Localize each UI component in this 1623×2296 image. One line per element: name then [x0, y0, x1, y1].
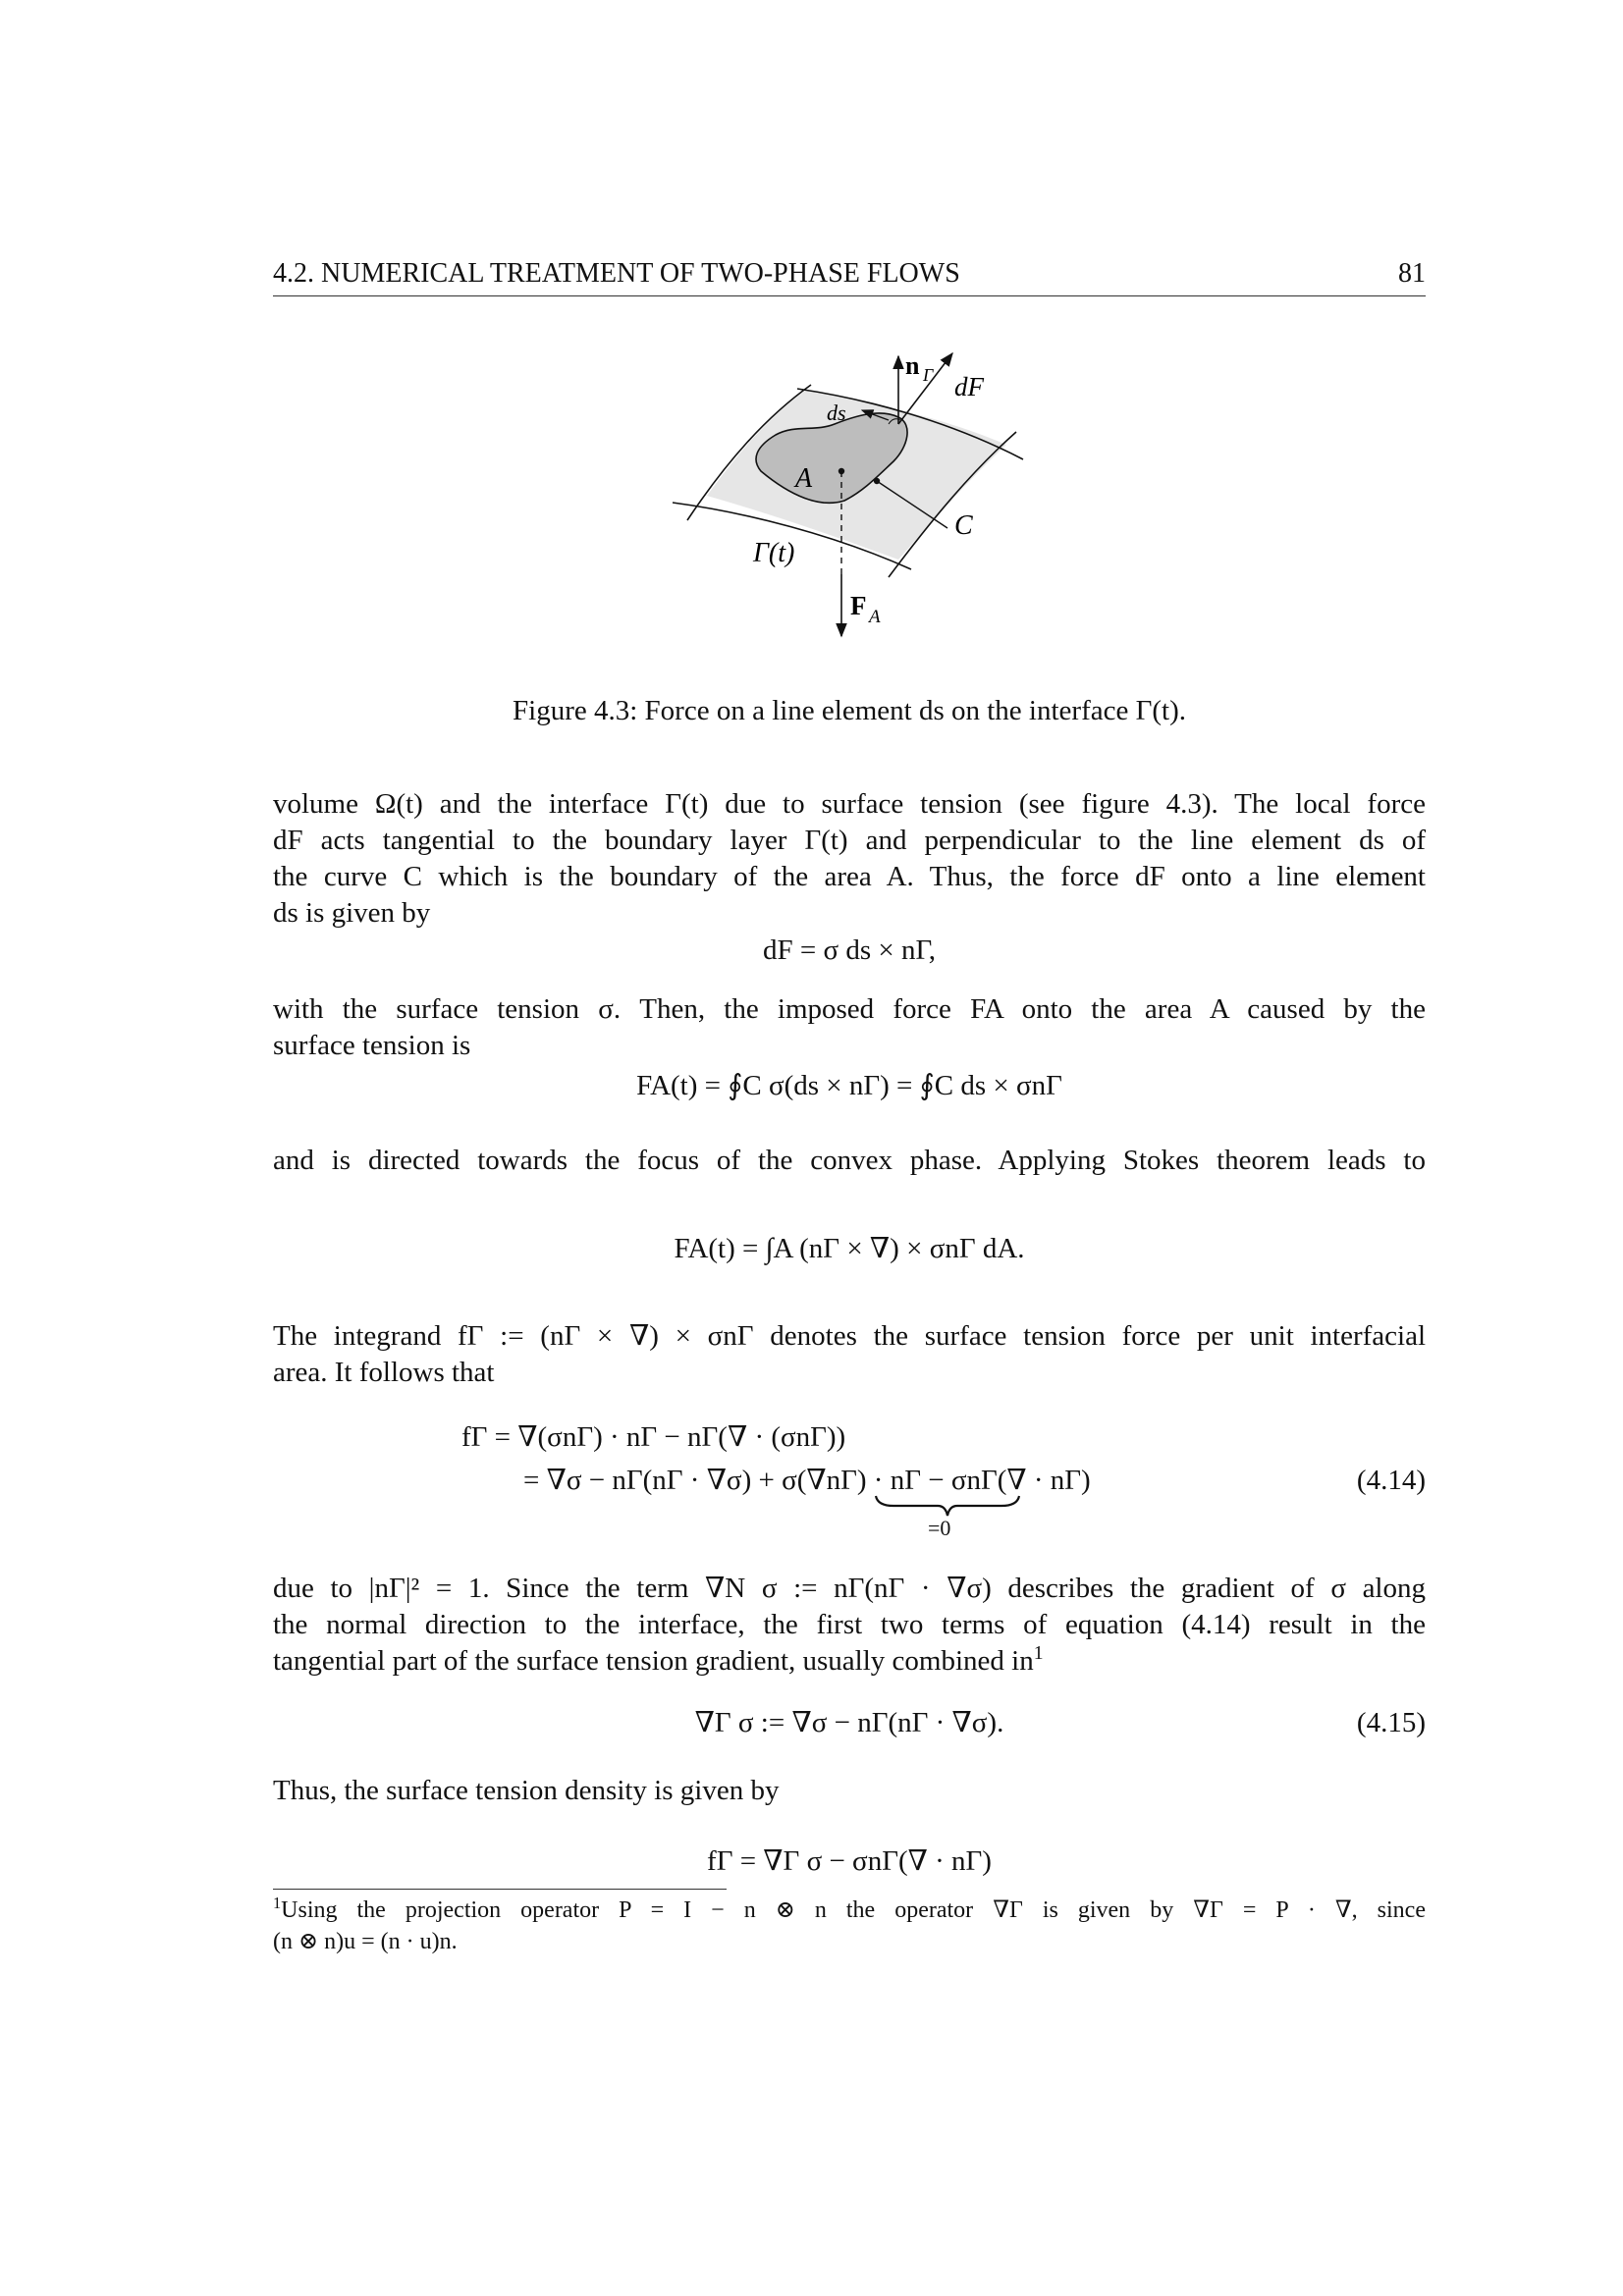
para1-line2: dF acts tangential to the boundary layer Γ(t) and perpendicular to the line element ds of: [273, 825, 1426, 856]
para5-line2: the normal direction to the interface, the first two terms of equation (4.14) result in the: [273, 1609, 1426, 1640]
equation-surface-tension-density: fΓ = ∇Γ σ − σnΓ(∇ · nΓ): [707, 1845, 992, 1877]
footnote-rule: [273, 1889, 727, 1890]
equation-4-14-row1: fΓ = ∇(σnΓ) · nΓ − nΓ(∇ · (σnΓ)): [461, 1421, 846, 1453]
equation-FA-contour: FA(t) = ∮C σ(ds × nΓ) = ∮C ds × σnΓ: [636, 1070, 1062, 1101]
page-number: 81: [1398, 258, 1426, 289]
header-rule: [273, 295, 1426, 296]
equation-number-4-15: (4.15): [1356, 1707, 1426, 1738]
para2-line1: with the surface tension σ. Then, the imposed force FA onto the area A caused by the: [273, 993, 1426, 1025]
para6: Thus, the surface tension density is given by: [273, 1775, 780, 1806]
footnote-line2: (n ⊗ n)u = (n · u)n.: [273, 1929, 458, 1954]
figure-force-diagram: [648, 334, 1060, 658]
footnote-mark: 1: [273, 1894, 282, 1913]
para1-line4: ds is given by: [273, 897, 431, 929]
para1-line3: the curve C which is the boundary of the area A. Thus, the force dF onto a line element: [273, 861, 1426, 892]
equation-dF: dF = σ ds × nΓ,: [762, 934, 937, 966]
para3: and is directed towards the focus of the convex phase. Applying Stokes theorem leads to: [273, 1145, 1426, 1176]
equation-4-14-row2: = ∇σ − nΓ(nΓ · ∇σ) + σ(∇nΓ) · nΓ − σnΓ(∇ · nΓ): [523, 1465, 1091, 1496]
equation-number-4-14: (4.14): [1356, 1465, 1426, 1496]
equation-FA-stokes: FA(t) = ∫A (nΓ × ∇) × σnΓ dA.: [674, 1233, 1025, 1264]
running-header: 4.2. NUMERICAL TREATMENT OF TWO-PHASE FLOWS: [273, 258, 960, 289]
para1-line1: volume Ω(t) and the interface Γ(t) due to surface tension (see figure 4.3). The local force: [273, 788, 1426, 820]
label-ds: ds: [827, 400, 846, 425]
label-A: A: [795, 463, 813, 494]
label-FA: F: [850, 591, 867, 620]
para5-line3: [273, 1643, 1044, 1680]
label-n-gamma: n: [905, 351, 920, 380]
figure-caption: Figure 4.3: Force on a line element ds on the interface Γ(t).: [513, 695, 1186, 726]
label-C: C: [954, 510, 973, 541]
underbrace-label: =0: [928, 1516, 951, 1540]
footnote-line1: [273, 1895, 1426, 1926]
equation-4-15: ∇Γ σ := ∇σ − nΓ(nΓ · ∇σ).: [694, 1707, 1004, 1738]
label-gamma-t: Γ(t): [753, 538, 795, 568]
label-dF: dF: [954, 372, 984, 401]
label-n-gamma-sub: Γ: [923, 365, 934, 385]
para2-line2: surface tension is: [273, 1030, 471, 1061]
para4-line1: The integrand fΓ := (nΓ × ∇) × σnΓ denotes the surface tension force per unit interfacial: [273, 1320, 1426, 1352]
footnote-ref[interactable]: 1: [1033, 1642, 1044, 1665]
label-FA-sub: A: [869, 607, 881, 627]
footnote-line1-text: Using the projection operator P = I − n ⊗ n the operator ∇Γ is given by ∇Γ = P · ∇, since: [281, 1897, 1426, 1923]
para5-line3-text: tangential part of the surface tension gradient, usually combined in: [273, 1645, 1034, 1677]
para4-line2: area. It follows that: [273, 1357, 495, 1388]
para5-line1: due to |nΓ|² = 1. Since the term ∇N σ := nΓ(nΓ · ∇σ) describes the gradient of σ along: [273, 1573, 1426, 1604]
